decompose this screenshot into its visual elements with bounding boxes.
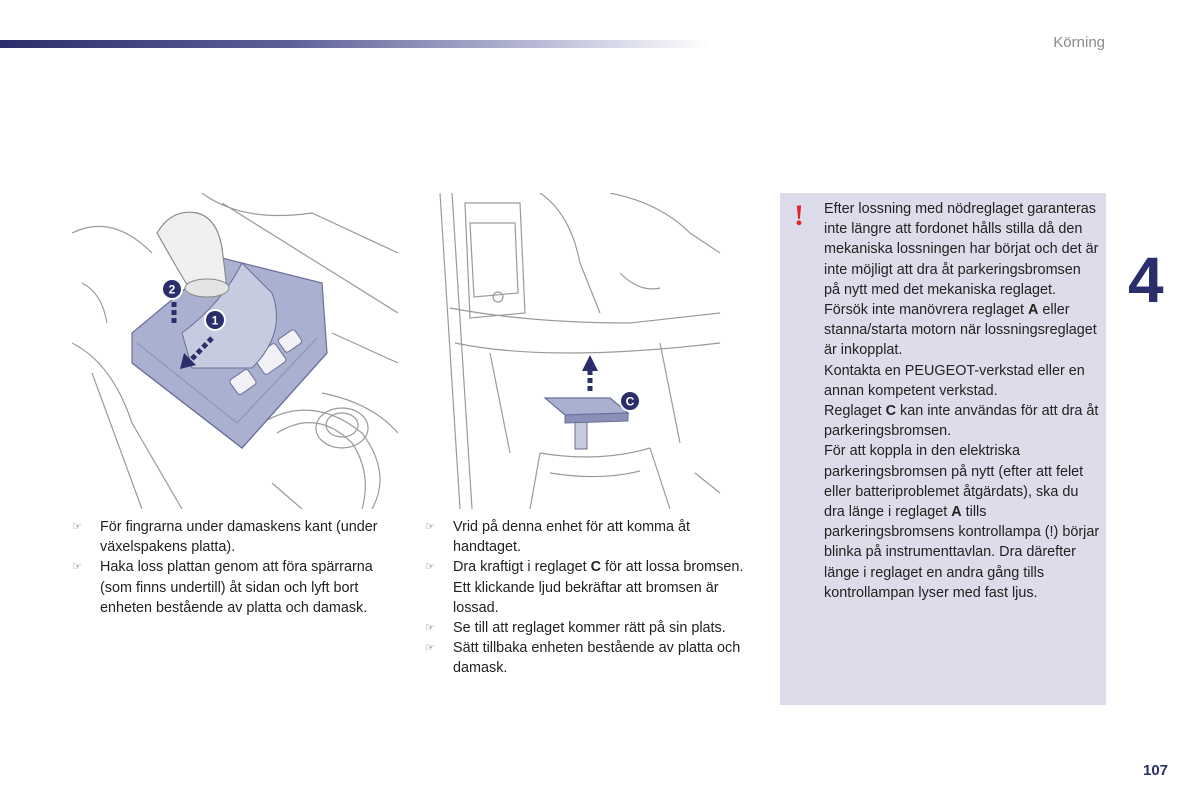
- instruction-text: Vrid på denna enhet för att komma åt handtaget.: [453, 519, 691, 556]
- pointing-hand-icon: ☞: [425, 622, 435, 635]
- callout-2: 2: [168, 282, 176, 297]
- pointing-hand-icon: ☞: [72, 521, 82, 533]
- pointing-hand-icon: ☞: [72, 561, 82, 574]
- warning-paragraph: För att koppla in den elektriska parkeringsbromsen på nytt (efter att felet eller batteriproblemet åtgärdats), ska du dra länge i reglaget A tills parkeringsbromsens kontrollampa (!) börjar blinka på instrumenttavlan. Dra därefter länge i reglaget en andra gång tills kontrollampan lyser med fast ljus.: [824, 443, 1100, 601]
- list-item: [425, 638, 755, 678]
- instruction-text: För fingrarna under damaskens kant (under växelspakens platta).: [100, 519, 378, 556]
- warning-paragraph: Kontakta en PEUGEOT-verkstad eller en annan kompetent verkstad.: [824, 362, 1085, 399]
- warning-box: [780, 193, 1106, 705]
- list-item: [72, 517, 402, 557]
- warning-exclamation-icon: !: [794, 199, 804, 232]
- instruction-text: Dra kraftigt i reglaget C för att lossa bromsen. Ett klickande ljud bekräftar att bromsen är lossad.: [453, 559, 744, 616]
- middle-instructions: [425, 517, 755, 679]
- warning-paragraph: Reglaget C kan inte användas för att dra åt parkeringsbromsen.: [824, 403, 1099, 440]
- list-item: [425, 618, 755, 638]
- left-instructions: [72, 517, 402, 618]
- pointing-hand-icon: ☞: [425, 521, 435, 533]
- list-item: [425, 517, 755, 557]
- callout-1: 1: [211, 313, 219, 328]
- instruction-text: Haka loss plattan genom att föra spärrarna (som finns undertill) åt sidan och lyft bort enheten bestående av platta och damask.: [100, 559, 373, 616]
- warning-paragraph: Efter lossning med nödreglaget garanteras inte längre att fordonet hålls stilla då den mekaniska lossningen har börjat och det är inte möjligt att dra åt parkeringsbromsen på nytt med det mekaniska reglaget.: [824, 201, 1099, 298]
- callout-c: C: [625, 394, 635, 409]
- gear-lever-illustration: [72, 193, 398, 509]
- header-gradient-bar: [0, 40, 710, 48]
- page-number: 107: [1143, 762, 1169, 779]
- list-item: [72, 557, 402, 618]
- instruction-text: Sätt tillbaka enheten bestående av platta och damask.: [453, 640, 741, 677]
- pointing-hand-icon: ☞: [425, 561, 435, 574]
- release-lever-illustration: [430, 193, 728, 509]
- warning-text: [824, 199, 1100, 603]
- pointing-hand-icon: ☞: [425, 642, 435, 655]
- section-title: Körning: [1053, 34, 1105, 51]
- instruction-text: Se till att reglaget kommer rätt på sin plats.: [453, 620, 726, 637]
- list-item: [425, 557, 755, 618]
- warning-paragraph: Försök inte manövrera reglaget A eller stanna/starta motorn när lossningsreglaget är inkopplat.: [824, 302, 1097, 359]
- chapter-number: 4: [1128, 244, 1164, 316]
